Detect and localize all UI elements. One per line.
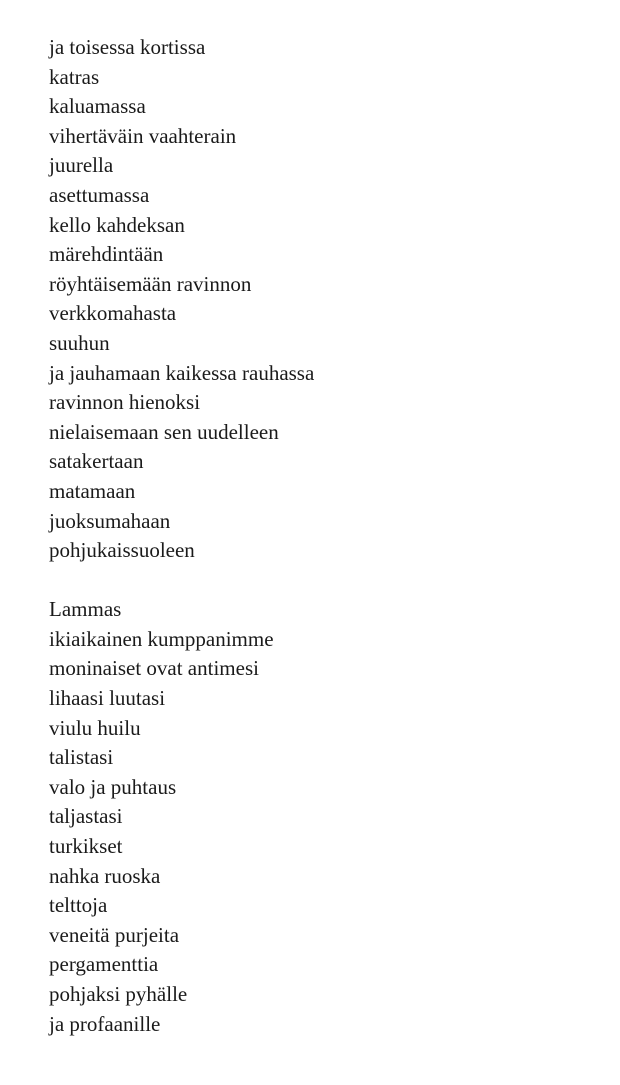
- poem-line: ja jauhamaan kaikessa rauhassa: [49, 360, 315, 385]
- poem-line: ravinnon hienoksi: [49, 390, 201, 415]
- stanza-2: [49, 595, 589, 1039]
- poem-line: taljastasi: [49, 804, 123, 829]
- poem-text: [49, 33, 589, 1039]
- poem-line: pohjaksi pyhälle: [49, 982, 188, 1006]
- poem-line: märehdintään: [49, 242, 164, 267]
- poem-line: pergamenttia: [49, 952, 159, 977]
- poem-line: nielaisemaan sen uudelleen: [49, 419, 279, 444]
- poem-line: viulu huilu: [49, 715, 141, 740]
- poem-line: ikiaikainen kumppanimme: [49, 626, 274, 651]
- poem-line: kaluamassa: [49, 94, 146, 119]
- poem-line: moninaiset ovat antimesi: [49, 656, 259, 681]
- poem-line: nahka ruoska: [49, 863, 161, 888]
- poem-line: juurella: [49, 153, 114, 178]
- poem-line: kello kahdeksan: [49, 212, 185, 237]
- poem-line: verkkomahasta: [49, 301, 177, 326]
- poem-line: vihertäväin vaahterain: [49, 123, 237, 148]
- poem-line: Lammas: [49, 597, 122, 622]
- poem-line: lihaasi luutasi: [49, 686, 166, 711]
- poem-line: asettumassa: [49, 182, 150, 207]
- stanza-1: [49, 33, 589, 566]
- poem-line: valo ja puhtaus: [49, 774, 177, 799]
- poem-line: ja profaanille: [49, 1011, 161, 1036]
- poem-line: matamaan: [49, 478, 136, 503]
- poem-line: pohjukaissuoleen: [49, 538, 195, 563]
- poem-line: juoksumahaan: [49, 508, 171, 533]
- poem-line: röyhtäisemään ravinnon: [49, 271, 252, 296]
- poem-line: ja toisessa kortissa: [49, 35, 206, 59]
- poem-line: veneitä purjeita: [49, 922, 180, 947]
- poem-line: katras: [49, 64, 100, 89]
- poem-line: satakertaan: [49, 449, 144, 474]
- poem-line: telttoja: [49, 893, 108, 918]
- poem-line: turkikset: [49, 834, 123, 859]
- poem-line: talistasi: [49, 745, 114, 770]
- poem-line: suuhun: [49, 330, 110, 355]
